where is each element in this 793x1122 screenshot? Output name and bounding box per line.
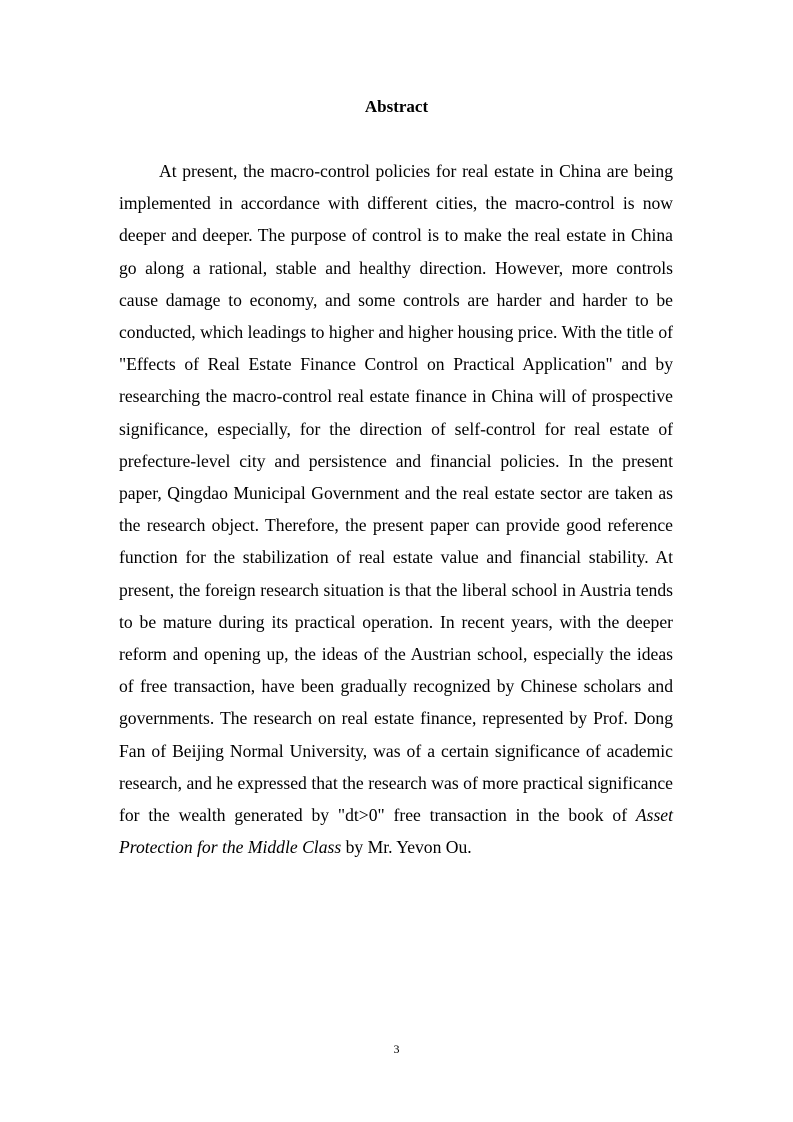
book-title: Asset Protection for the Middle Class: [119, 805, 673, 858]
page-number: 3: [393, 1042, 400, 1056]
abstract-heading: Abstract: [364, 97, 429, 116]
paragraph-text-part1: At present, the macro-control policies for real estate in China are being implemented in accordance with different cities, the macro-control is now deeper and deeper. The purpose of control is to make the real estate in China go along a rational, stable and healthy direction. However, more controls cause damage to economy, and some controls are harder and harder to be conducted, which leadings to higher and higher housing price. With the title of "Effects of Real Estate Finance Control on Practical Application" and by researching the macro-control real estate finance in China will of prospective significance, especially, for the direction of self-control for real estate of prefecture-level city and persistence and financial policies. In the present paper, Qingdao Municipal Government and the real estate sector are taken as the research object. Therefore, the present paper can provide good reference function for the stabilization of real estate value and financial stability. At present, the foreign research situation is that the liberal school in Austria tends to be mature during its practical operation. In recent years, with the deeper reform and opening up, the ideas of the Austrian school, especially the ideas of free transaction, have been gradually recognized by Chinese scholars and governments. The research on real estate finance, represented by Prof. Dong Fan of Beijing Normal University, was of a certain significance of academic research, and he expressed that the research was of more practical significance for the wealth generated by "dt>0" free transaction in the book of: [119, 161, 673, 826]
paragraph-text-part2: by Mr. Yevon Ou.: [341, 837, 472, 858]
abstract-paragraph: [119, 155, 673, 863]
